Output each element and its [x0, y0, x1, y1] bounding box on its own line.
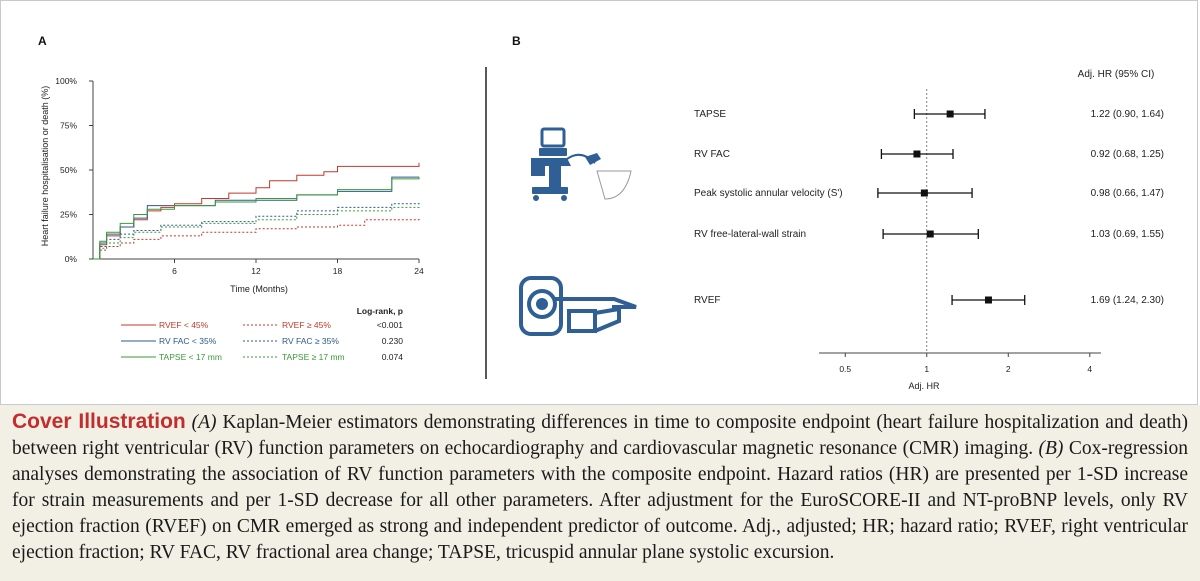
km-logrank-p: 0.074 [381, 352, 403, 362]
forest-hr-text: 0.98 (0.66, 1.47) [1090, 188, 1164, 199]
forest-point-estimate [947, 111, 954, 118]
km-y-tick-label: 100% [55, 76, 77, 86]
forest-x-tick-label: 1 [924, 364, 930, 374]
caption [12, 409, 1188, 566]
caption-a-text: Kaplan-Meier estimators demonstrating differences in time to composite endpoint (heart failure hospitalization and death) between right ventricular (RV) function parameters on echocardiography and cardiovascular magnetic resonance (CMR) imaging. [12, 412, 1188, 459]
forest-row-label: RVEF [694, 295, 721, 306]
km-legend-header: Log-rank, p [356, 306, 403, 316]
forest-hr-text: 1.03 (0.69, 1.55) [1090, 229, 1164, 240]
forest-point-estimate [913, 151, 920, 158]
km-legend-label: TAPSE < 17 mm [159, 352, 222, 362]
forest-row-label: Peak systolic annular velocity (S') [694, 188, 843, 199]
km-y-tick-label: 50% [59, 165, 77, 175]
km-y-tick-label: 75% [59, 120, 77, 131]
km-x-tick-label: 24 [414, 266, 424, 276]
km-logrank-p: 0.230 [381, 336, 403, 346]
forest-point-estimate [921, 190, 928, 197]
km-logrank-p: <0.001 [376, 320, 403, 330]
caption-b-text: Cox-regression analyses demonstrating the association of RV function parameters with the composite endpoint. Hazard ratios (HR) are presented per 1-SD increase for strain measurements and per 1-SD decrease for all other parameters. After adjustment for the EuroSCORE-II and NT-proBNP levels, only RV ejection fraction (RVEF) on CMR emerged as strong and independent predictor of outcome. Adj., adjusted; HR; hazard ratio; RVEF, right ventricular ejection fraction; RV FAC, RV fractional area change; TAPSE, tricuspid annular plane systolic excursion. [12, 438, 1188, 563]
km-y-tick-label: 25% [59, 209, 77, 220]
forest-x-tick-label: 2 [1005, 364, 1011, 374]
forest-x-axis-label: Adj. HR [908, 381, 940, 391]
mri-scanner-icon [521, 278, 636, 334]
forest-point-estimate [927, 231, 934, 238]
forest-x-tick-label: 4 [1087, 364, 1093, 374]
forest-row-label: RV free-lateral-wall strain [694, 229, 807, 240]
panel-a-label: A [38, 34, 47, 48]
forest-plot [694, 89, 1164, 374]
km-y-axis-label: Heart failure hospitalisation or death (%) [40, 85, 50, 247]
caption-box [0, 405, 1200, 581]
forest-hr-text: 1.22 (0.90, 1.64) [1090, 109, 1164, 120]
forest-hr-text: 1.69 (1.24, 2.30) [1090, 295, 1164, 306]
km-x-tick-label: 18 [332, 266, 343, 276]
panel-b-label: B [512, 34, 521, 48]
forest-row-label: TAPSE [694, 109, 727, 120]
km-legend-label: RVEF < 45% [159, 320, 209, 330]
km-legend-label: RV FAC < 35% [159, 336, 217, 346]
caption-b-label: (B) [1038, 438, 1064, 459]
km-x-tick-label: 6 [172, 266, 177, 276]
forest-hr-text: 0.92 (0.68, 1.25) [1090, 149, 1164, 160]
forest-point-estimate [985, 297, 992, 304]
km-x-tick-label: 12 [251, 266, 261, 276]
km-x-axis-label: Time (Months) [230, 284, 288, 294]
forest-row-label: RV FAC [694, 149, 730, 160]
caption-a-label: (A) [191, 412, 217, 433]
caption-title: Cover Illustration [12, 410, 186, 433]
km-series-line [93, 218, 419, 259]
km-plot [55, 76, 424, 276]
km-y-tick-label: 0% [64, 254, 77, 264]
figure-svg [1, 1, 1199, 406]
echocardiography-machine-icon [531, 129, 631, 201]
km-legend-label: RVEF ≥ 45% [282, 320, 331, 330]
forest-x-tick-label: 0.5 [839, 364, 852, 374]
forest-column-header: Adj. HR (95% CI) [1077, 69, 1155, 80]
km-legend-label: TAPSE ≥ 17 mm [282, 352, 345, 362]
km-legend [121, 320, 403, 362]
km-legend-label: RV FAC ≥ 35% [282, 336, 339, 346]
